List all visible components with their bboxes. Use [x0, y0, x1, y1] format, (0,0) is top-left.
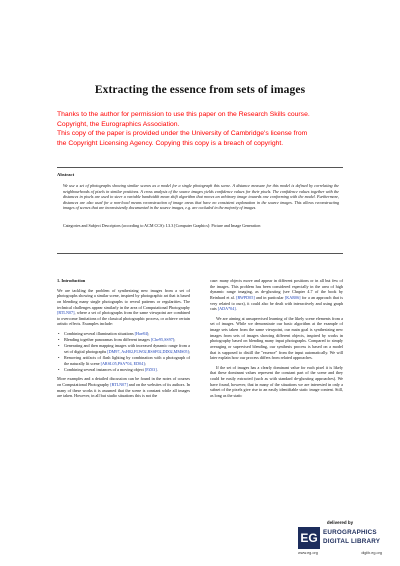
citation-link[interactable]: [RWPD05]	[236, 294, 255, 300]
text-run: ;	[144, 360, 146, 366]
text-run: Combining several illumination situations	[64, 331, 135, 336]
text-run: case: many objects move and appear in different positions or in all but few of the images. This problem has been considered especially in the area of high dynamic range imaging, as de-ghosting (see Chapter 4.7 of the book by Reinhard et al.	[210, 278, 343, 300]
text-run: , where a set of photographs from the same viewpoint are combined to overcome limitations of the classical photographic process, or achieve certain artistic effects. Examples include:	[57, 310, 190, 327]
examples-list	[57, 331, 190, 372]
badge-url[interactable]: diglib.eg.org	[361, 551, 382, 555]
badge-url[interactable]: www.eg.org	[298, 551, 318, 555]
intro-paragraph-3	[210, 278, 343, 312]
notice-line: This copy of the paper is provided under the University of Cambridge's license from	[57, 130, 308, 137]
intro-paragraph-5: If the set of images has a clearly dominant value for each pixel it is likely that these dominant values represent the constant part of the scene and they could be easily extracted (such as with standard de-ghosting approaches). We have found, however, that in many of the situations we are interested in only a subset of the pixels give rise to an easily identifiable static image content. Still, as long as the static	[210, 364, 343, 398]
abstract-heading: Abstract	[57, 172, 75, 177]
list-item	[64, 331, 190, 337]
text-run: ;	[148, 331, 150, 336]
text-run: Removing artifacts of flash lighting by combination with a photograph of the naturally lit scene	[64, 355, 190, 366]
eurographics-badge[interactable]	[298, 520, 382, 558]
citation-link[interactable]: [ARSL05,PSA*04, ED04]	[100, 360, 145, 366]
text-run: ;	[174, 337, 176, 343]
citation-link[interactable]: [FZ03]	[144, 366, 157, 372]
left-column	[57, 278, 190, 403]
list-item	[64, 367, 190, 373]
text-run: Generating and then mapping images with increased dynamic range from a set of digital photographs	[64, 343, 190, 354]
notice-line: the Copyright Licensing Agency. Copying this copy is a breach of copyright.	[57, 139, 284, 147]
list-item	[64, 343, 190, 354]
text-run: More examples and a detailed discussion can be found in the notes of courses on Computational Photography	[57, 376, 190, 387]
intro-paragraph-2	[57, 376, 190, 399]
text-run: and on the websites of its authors. In many of these works it is assumed that the scene is constant while all images are taken. However, in all but studio situations this is not the	[57, 382, 190, 399]
text-run: and in particular	[254, 294, 285, 300]
categories-descriptors: Categories and Subject Descriptors (according to ACM CCS): I.3.3 [Computer Graphics]: Picture and Image Generation	[63, 223, 261, 228]
citation-link[interactable]: [Che95,SS97]	[150, 337, 175, 343]
citation-link[interactable]: [RTLN07]	[110, 382, 128, 387]
paper-title: Extracting the essence from sets of images	[94, 84, 306, 96]
badge-name-line2: DIGITAL LIBRARY	[323, 538, 381, 545]
text-run: .	[235, 306, 237, 312]
text-run: .	[156, 366, 158, 372]
intro-paragraph-4: We are aiming at unsupervised learning of the likely scene elements from a set of images. While we demonstrate our basic algorithm at the example of image sets taken from the same viewpoint, our main goal is synthesizing new images from sets of images showing different objects, inspired by works in photography based on blending many input photographs. Compared to simply averaging or supervised blending, our synthesis process is based on a model that is supposed to distill the "essence" from the input automatically. We will later explain how our process differs from related approaches.	[210, 315, 343, 361]
badge-urls	[298, 551, 382, 555]
badge-name-line1: EUROGRAPHICS	[323, 529, 377, 536]
citation-link[interactable]: [DM97, AsH02,FLW02,RSSF02,DD02,MMS05]	[107, 348, 189, 354]
text-run: We are tackling the problem of synthesizing new images from a set of photographs showing a similar scene, inspired by photographic art that is based on blending many single photographs to reveal patterns or regularities. The technical challenges appear similarly in the area of Computational Photography	[57, 287, 190, 310]
intro-paragraph-1	[57, 288, 190, 327]
notice-line: Thanks to the author for permission to use this paper on the Research Skills course.	[57, 111, 310, 118]
text-run: for a an approach that is very related to ours), it could also be dealt with interactively and using graph cuts	[210, 294, 344, 312]
citation-link[interactable]: [RTLN07]	[57, 310, 75, 316]
citation-link[interactable]: [ADA*04]	[217, 306, 236, 312]
citation-link[interactable]: [KAR06]	[284, 294, 301, 300]
abstract-text: We use a set of photographs showing similar scenes as a model for a single photograph this scene. A distance measure for this model is defined by correlating the neighbourhoods of pixels in similar positions. A cross analysis of the source images yields confidence values for their pixels. The confidence values together with the distances in pixels are used to steer a variable bandwidth mean shift algorithm that moves an arbitrary image towards one conforming with the model. Furthermore, distances are also used for a non-local means reconstruction of image areas that have no consistent explanation in the source images. This allows reconstructing images of scenes that are inconsistently documented in the source images, e.g. are occluded in the majority of images.	[63, 183, 339, 211]
list-item	[64, 337, 190, 343]
text-run: Blending together panoramas from different images	[64, 337, 151, 343]
citation-link[interactable]: [Hae84]	[134, 331, 149, 336]
badge-delivered-by: delivered by	[326, 520, 354, 525]
notice-line: Copyright, the Eurographics Association.	[57, 120, 180, 128]
eurographics-logo: EG	[298, 527, 320, 549]
copyright-notice	[57, 110, 357, 148]
text-run: ;	[188, 348, 191, 354]
text-run: Combining several instances of a moving object	[64, 366, 145, 372]
abstract-section	[57, 167, 343, 254]
section-heading: 1. Introduction	[57, 278, 86, 283]
list-item	[64, 355, 190, 366]
right-column	[210, 278, 343, 403]
